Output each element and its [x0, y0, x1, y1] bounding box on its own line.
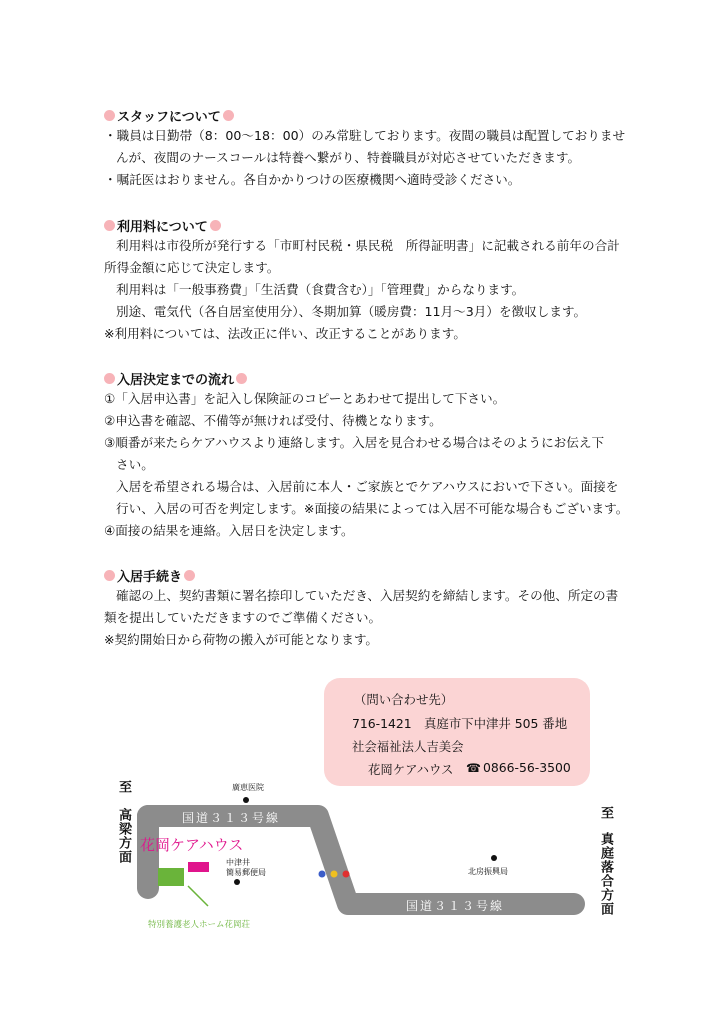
bullet-dot-icon: [104, 110, 115, 121]
care-house-building: [188, 862, 209, 872]
post-office-label: 中津井 簡易郵便局: [226, 858, 266, 877]
flow-line-3: ③順番が来たらケアハウスより連絡します。入居を見合わせる場合はそのようにお伝え下: [104, 435, 605, 450]
bullet-dot-icon: [236, 373, 247, 384]
fee-line-3: 利用料は「一般事務費」「生活費（食費含む）」「管理費」からなります。: [116, 282, 525, 297]
flow-line-2: ②申込書を確認、不備等が無ければ受付、待機となります。: [104, 413, 442, 428]
procedure-section-title: 入居手続き: [104, 566, 195, 585]
procedure-line-1: 確認の上、契約書類に署名捺印していただき、入居契約を締結します。その他、所定の書: [116, 588, 619, 603]
right-arrow-label: 至: [598, 806, 613, 820]
nursing-home-label: 特別養護老人ホーム花岡荘: [148, 920, 251, 930]
flow-line-1: ①「入居申込書」を記入し保険証のコピーとあわせて提出して下さい。: [104, 391, 506, 406]
traffic-light-red: [343, 871, 350, 878]
nursing-home-building: [158, 868, 184, 886]
staff-line-1: ・職員は日勤帯（8：00〜18：00）のみ常駐しております。夜間の職員は配置しておりませ: [104, 128, 626, 143]
post-office-marker: [234, 879, 240, 885]
procedure-line-2: 類を提出していただきますのでご準備ください。: [104, 610, 382, 625]
flow-section-title: 入居決定までの流れ: [104, 369, 247, 388]
contact-heading: （問い合わせ先）: [354, 692, 454, 707]
bullet-dot-icon: [104, 570, 115, 581]
left-direction-label: 高梁方面: [116, 808, 131, 864]
left-arrow-label: 至: [116, 780, 131, 794]
staff-line-2: んが、夜間のナースコールは特養へ繋がり、特養職員が対応させていただきます。: [116, 150, 581, 165]
flow-line-4: さい。: [116, 457, 154, 472]
contact-org: 社会福祉法人吉美会: [352, 739, 464, 754]
regional-office-label: 北房振興局: [468, 867, 508, 876]
flow-line-6: 行い、入居の可否を判定します。※面接の結果によっては入居不可能な場合もございます。: [116, 501, 629, 516]
staff-section-title: スタッフについて: [104, 106, 234, 125]
flow-line-5: 入居を希望される場合は、入居前に本人・ご家族とでケアハウスにおいで下さい。面接を: [116, 479, 619, 494]
route-label-bottom: 国道３１３号線: [406, 899, 505, 913]
bullet-dot-icon: [223, 110, 234, 121]
route-label-top: 国道３１３号線: [182, 811, 281, 825]
fee-line-5: ※利用料については、法改正に伴い、改正することがあります。: [104, 326, 466, 341]
fee-section-title: 利用料について: [104, 216, 221, 235]
telephone-icon: ☎: [466, 760, 481, 775]
contact-facility: 花岡ケアハウス: [368, 762, 454, 777]
fee-line-2: 所得金額に応じて決定します。: [104, 260, 280, 275]
traffic-light-yellow: [331, 871, 338, 878]
bullet-dot-icon: [210, 220, 221, 231]
fee-line-4: 別途、電気代（各自居室使用分）、冬期加算（暖房費：11月〜3月）を徴収します。: [116, 304, 587, 319]
right-direction-label: 真庭落合方面: [598, 832, 613, 916]
road-map-graphic: [108, 770, 618, 940]
access-map: [108, 770, 618, 940]
clinic-label: 廣恵医院: [232, 783, 264, 792]
care-house-map-label: 花岡ケアハウス: [140, 836, 244, 854]
staff-line-3: ・嘱託医はおりません。各自かかりつけの医療機関へ適時受診ください。: [104, 172, 521, 187]
bullet-dot-icon: [104, 373, 115, 384]
procedure-line-3: ※契約開始日から荷物の搬入が可能となります。: [104, 632, 379, 647]
bullet-dot-icon: [184, 570, 195, 581]
traffic-light-blue: [319, 871, 326, 878]
contact-phone-number: 0866-56-3500: [482, 760, 571, 775]
route-313-road: [148, 816, 574, 904]
fee-line-1: 利用料は市役所が発行する「市町村民税・県民税 所得証明書」に記載される前年の合計: [116, 238, 620, 253]
regional-office-marker: [491, 855, 497, 861]
contact-address: 716-1421 真庭市下中津井 505 番地: [352, 716, 568, 731]
nursing-home-pointer: [188, 886, 208, 906]
clinic-marker: [243, 797, 249, 803]
flow-line-7: ④面接の結果を連絡。入居日を決定します。: [104, 523, 354, 538]
bullet-dot-icon: [104, 220, 115, 231]
